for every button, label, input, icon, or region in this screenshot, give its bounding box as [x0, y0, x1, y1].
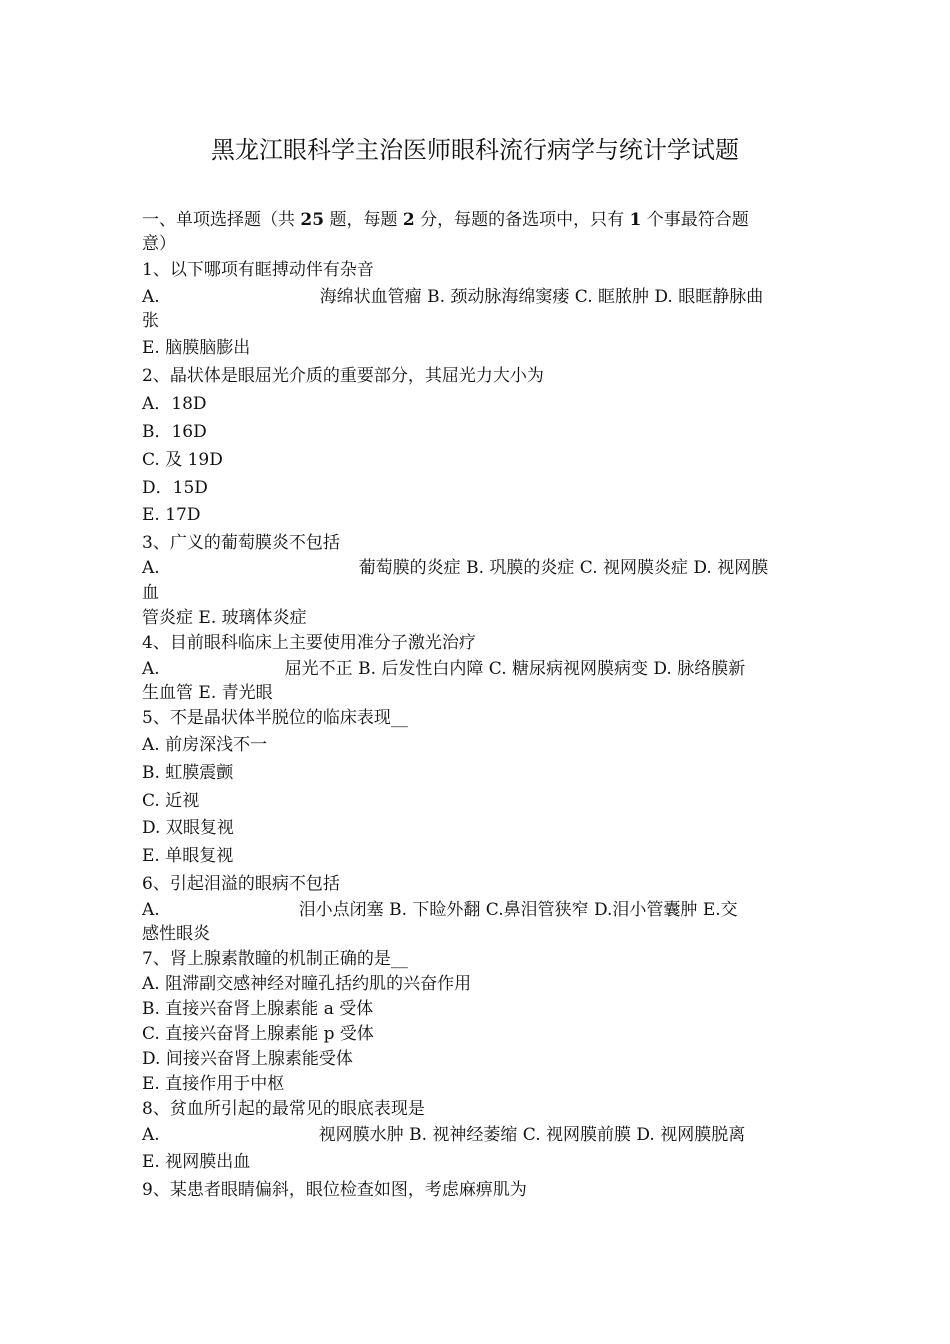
q3-stem: 3、广义的葡萄膜炎不包括	[142, 533, 340, 553]
q5-option: B. 虹膜震颤	[142, 763, 234, 783]
q2-option: D．15D	[142, 478, 208, 498]
q8-options: A. 视网膜水肿 B. 视神经萎缩 C. 视网膜前膜 D. 视网膜脱离	[142, 1125, 746, 1145]
q2-option: C. 及 19D	[142, 450, 223, 470]
q5-stem: 5、不是晶状体半脱位的临床表现__	[142, 708, 408, 728]
q3-options-cont: 血	[142, 583, 159, 603]
q1-options-cont: 张	[142, 311, 159, 331]
q7-option: E. 直接作用于中枢	[142, 1074, 285, 1094]
q7-option: B. 直接兴奋肾上腺素能 a 受体	[142, 999, 374, 1019]
q8-stem: 8、贫血所引起的最常见的眼底表现是	[142, 1099, 425, 1119]
q5-option: A. 前房深浅不一	[142, 735, 268, 755]
q2-option: E. 17D	[142, 505, 201, 525]
q6-options-cont: 感性眼炎	[142, 924, 210, 944]
question-count: 25	[300, 210, 325, 230]
q7-stem: 7、肾上腺素散瞳的机制正确的是__	[142, 949, 408, 969]
q6-options: A. 泪小点闭塞 B. 下睑外翻 C.鼻泪管狭窄 D.泪小管囊肿 E.交	[142, 900, 738, 920]
q1-stem: 1、以下哪项有眶搏动伴有杂音	[142, 260, 374, 280]
question-score: 2	[402, 210, 415, 230]
document-title: 黑龙江眼科学主治医师眼科流行病学与统计学试题	[211, 136, 739, 164]
answer-count: 1	[629, 210, 642, 230]
q1-option-e: E. 脑膜脑膨出	[142, 338, 251, 358]
q7-option: C. 直接兴奋肾上腺素能 p 受体	[142, 1024, 374, 1044]
section-heading-cont: 意）	[142, 234, 176, 254]
q3-options: A. 葡萄膜的炎症 B. 巩膜的炎症 C. 视网膜炎症 D. 视网膜	[142, 558, 769, 578]
q7-option: A. 阻滞副交感神经对瞳孔括约肌的兴奋作用	[142, 974, 472, 994]
q4-options: A. 屈光不正 B. 后发性白内障 C. 糖尿病视网膜病变 D. 脉络膜新	[142, 659, 746, 679]
q6-stem: 6、引起泪溢的眼病不包括	[142, 874, 340, 894]
section-heading: 一、单项选择题（共 25 题，每题 2 分，每题的备选项中，只有 1 个事最符合题	[142, 210, 749, 230]
q5-option: C. 近视	[142, 791, 200, 811]
q7-option: D. 间接兴奋肾上腺素能受体	[142, 1049, 353, 1069]
q4-stem: 4、目前眼科临床上主要使用准分子激光治疗	[142, 633, 476, 653]
q8-option-e: E. 视网膜出血	[142, 1152, 251, 1172]
q1-options: A. 海绵状血管瘤 B. 颈动脉海绵窦瘘 C. 眶脓肿 D. 眼眶静脉曲	[142, 287, 764, 307]
q5-option: E. 单眼复视	[142, 846, 234, 866]
q9-stem: 9、某患者眼睛偏斜，眼位检查如图，考虑麻痹肌为	[142, 1180, 527, 1200]
q5-option: D. 双眼复视	[142, 818, 234, 838]
q2-option: A．18D	[142, 394, 207, 414]
q2-stem: 2、晶状体是眼屈光介质的重要部分，其屈光力大小为	[142, 366, 544, 386]
q3-options-cont2: 管炎症 E. 玻璃体炎症	[142, 608, 307, 628]
q4-options-cont: 生血管 E. 青光眼	[142, 683, 273, 703]
q2-option: B．16D	[142, 422, 207, 442]
